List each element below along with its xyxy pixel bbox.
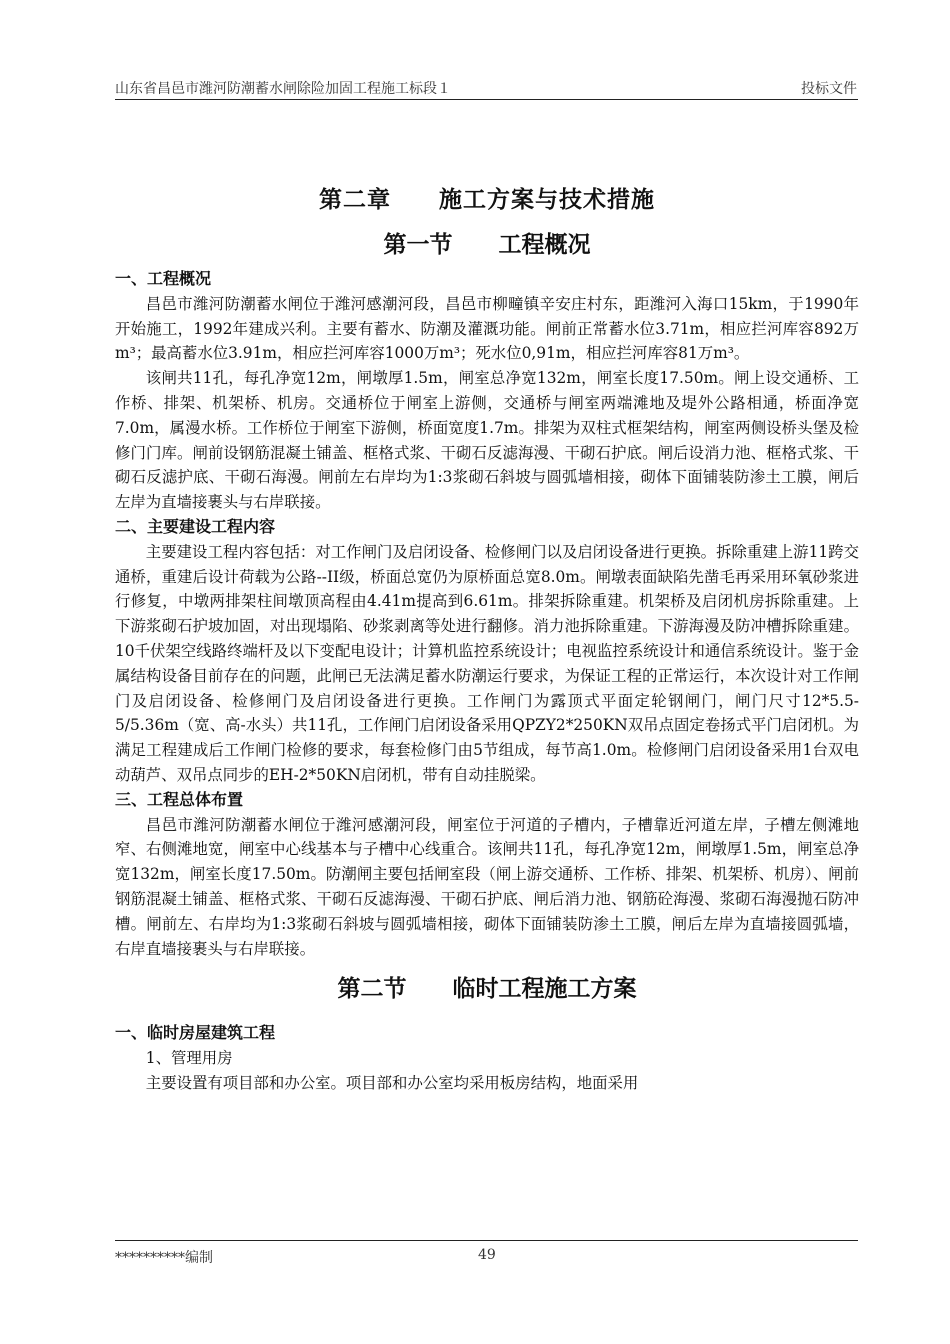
footer-author: **********编制	[115, 1250, 213, 1266]
paragraph: 该闸共11孔，每孔净宽12m，闸墩厚1.5m，闸室总净宽132m，闸室长度17.50m。闸上设交通桥、工作桥、排架、机架桥、机房。交通桥位于闸室上游侧，交通桥与闸室两端滩地及堤外公路相通，桥面净宽7.0m，属漫水桥。工作桥位于闸室下游侧，桥面宽度1.7m。排架为双柱式框架结构，闸室两侧设桥头堡及检修门门库。闸前设钢筋混凝土铺盖、框格式浆、干砌石反滤海漫、干砌石护底。闸后设消力池、框格式浆、干砌石反滤护底、干砌石海漫。闸前左右岸均为1:3浆砌石斜坡与圆弧墙相接，砌体下面铺装防渗土工膜，闸后左岸为直墙接裹头与右岸联接。	[115, 369, 859, 512]
document-body	[115, 183, 859, 1096]
page-header	[115, 78, 857, 98]
paragraph: 主要建设工程内容包括：对工作闸门及启闭设备、检修闸门以及启闭设备进行更换。拆除重建上游11跨交通桥，重建后设计荷载为公路--II级，桥面总宽仍为原桥面总宽8.0m。闸墩表面缺陷先凿毛再采用环氧砂浆进行修复，中墩两排架柱间墩顶高程由4.41m提高到6.61m。排架拆除重建。机架桥及启闭机房拆除重建。上下游浆砌石护坡加固，对出现塌陷、砂浆剥离等处进行翻修。消力池拆除重建。下游海漫及防冲槽拆除重建。10千伏架空线路终端杆及以下变配电设计；计算机监控系统设计；电视监控系统设计和通信系统设计。鉴于金属结构设备目前存在的问题，此闸已无法满足蓄水防潮运行要求，为保证工程的正常运行，本次设计对工作闸门及启闭设备、检修闸门及启闭设备进行更换。工作闸门为露顶式平面定轮钢闸门，闸门尺寸12*5.5-5/5.36m（宽、高-水头）共11孔，工作闸门启闭设备采用QPZY2*250KN双吊点固定卷扬式平门启闭机。为满足工程建成后工作闸门检修的要求，每套检修门由5节组成，每节高1.0m。检修闸门启闭设备采用1台双电动葫芦、双吊点同步的EH-2*50KN启闭机，带有自动挂脱梁。	[115, 542, 859, 784]
paragraph: 昌邑市潍河防潮蓄水闸位于潍河感潮河段，昌邑市柳疃镇辛安庄村东，距潍河入海口15km，于1990年开始施工，1992年建成兴利。主要有蓄水、防潮及灌溉功能。闸前正常蓄水位3.71m，相应拦河库容892万m³；最高蓄水位3.91m，相应拦河库容1000万m³；死水位0,91m，相应拦河库容81万m³。	[115, 294, 859, 363]
section-title: 第二节 临时工程施工方案	[337, 975, 637, 1003]
footer-divider	[115, 1240, 858, 1241]
paragraph: 昌邑市潍河防潮蓄水闸位于潍河感潮河段，闸室位于河道的子槽内，子槽靠近河道左岸，子槽左侧滩地窄、右侧滩地宽，闸室中心线基本与子槽中心线重合。该闸共11孔，每孔净宽12m，闸墩厚1.5m，闸室总净宽132m，闸室长度17.50m。防潮闸主要包括闸室段（闸上游交通桥、工作桥、排架、机架桥、机房）、闸前钢筋混凝土铺盖、框格式浆、干砌石反滤海漫、干砌石护底、闸后消力池、钢筋砼海漫、浆砌石海漫抛石防冲槽。闸前左、右岸均为1:3浆砌石斜坡与圆弧墙相接，砌体下面铺装防渗土工膜，闸后左岸为直墙接圆弧墙，右岸直墙接裹头与右岸联接。	[115, 815, 859, 958]
paragraph: 主要设置有项目部和办公室。项目部和办公室均采用板房结构，地面采用	[145, 1073, 639, 1092]
header-divider	[115, 99, 858, 100]
subsection-heading: 一、工程概况	[115, 269, 212, 288]
chapter-title: 第二章 施工方案与技术措施	[319, 186, 655, 213]
header-title: 山东省昌邑市潍河防潮蓄水闸除险加固工程施工标段１	[115, 81, 451, 97]
subsection-heading: 二、主要建设工程内容	[115, 516, 276, 536]
subsection-heading: 一、临时房屋建筑工程	[115, 1023, 276, 1043]
section-title: 第一节 工程概况	[383, 231, 591, 258]
page-number: 49	[478, 1247, 496, 1263]
subsection-heading: 三、工程总体布置	[115, 789, 244, 809]
paragraph: 1、管理用房	[145, 1049, 233, 1068]
header-doc-type: 投标文件	[801, 81, 857, 97]
